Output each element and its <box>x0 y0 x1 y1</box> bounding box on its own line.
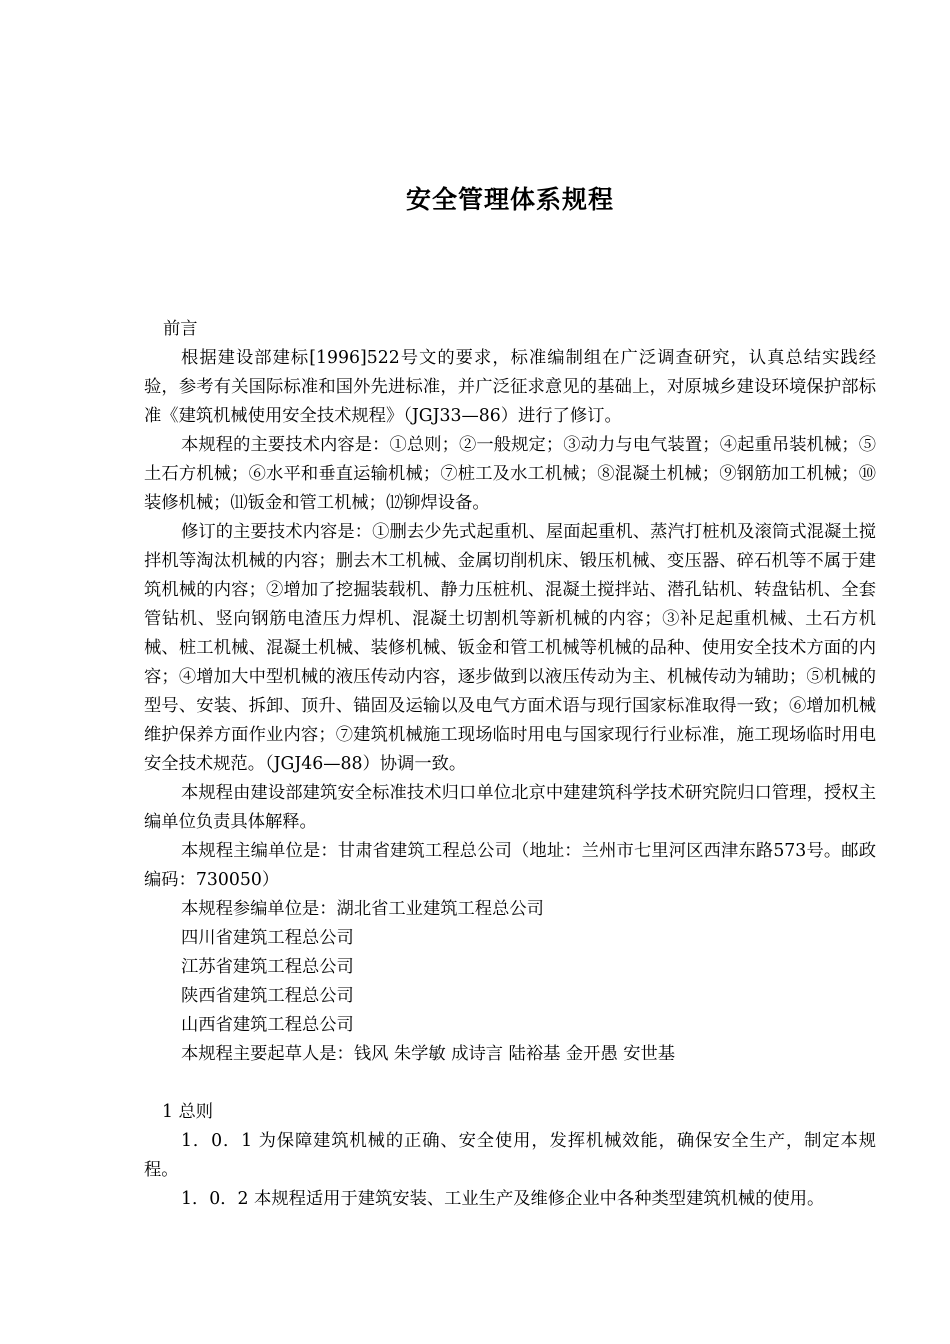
preface-paragraph-main-content: 本规程的主要技术内容是：①总则；②一般规定；③动力与电气装置；④起重吊装机械；⑤土石方机械；⑥水平和垂直运输机械；⑦桩工及水工机械；⑧混凝土机械；⑨钢筋加工机械；⑩装修机械；⑾钣金和管工机械；⑿铆焊设备。 <box>144 435 876 513</box>
document-title: 安全管理体系规程 <box>405 185 614 214</box>
preface-paragraph-mandate: 根据建设部建标[1996]522号文的要求，标准编制组在广泛调查研究，认真总结实践经验，参考有关国际标准和国外先进标准，并广泛征求意见的基础上，对原城乡建设环境保护部标准《建筑机械使用安全技术规程》（JGJ33—86）进行了修订。 <box>144 348 876 426</box>
preface-paragraph-drafters: 本规程主要起草人是：钱风 朱学敏 成诗言 陆裕基 金开愚 安世基 <box>181 1044 676 1064</box>
preface-paragraph-management: 本规程由建设部建筑安全标准技术归口单位北京中建建筑科学技术研究院归口管理，授权主编单位负责具体解释。 <box>144 783 876 832</box>
preface-participant-shanxi: 山西省建筑工程总公司 <box>181 1015 354 1035</box>
preface-paragraph-chief-editor: 本规程主编单位是：甘肃省建筑工程总公司（地址：兰州市七里河区西津东路573号。邮政编码：730050） <box>144 841 876 890</box>
preface-participant-jiangsu: 江苏省建筑工程总公司 <box>181 957 354 977</box>
clause-1-0-1: 1．0．1 为保障建筑机械的正确、安全使用，发挥机械效能，确保安全生产，制定本规程。 <box>144 1131 876 1180</box>
preface-heading: 前言 <box>163 319 198 339</box>
clause-1-0-2: 1．0．2 本规程适用于建筑安装、工业生产及维修企业中各种类型建筑机械的使用。 <box>181 1189 825 1209</box>
section-heading-general: 1 总则 <box>162 1102 214 1122</box>
section-spacer <box>144 1069 876 1098</box>
preface-participant-sichuan: 四川省建筑工程总公司 <box>181 928 354 948</box>
document-body <box>144 315 876 1214</box>
preface-paragraph-participating-editor: 本规程参编单位是：湖北省工业建筑工程总公司 <box>181 899 544 919</box>
preface-participant-shaanxi: 陕西省建筑工程总公司 <box>181 986 354 1006</box>
preface-paragraph-revisions: 修订的主要技术内容是：①删去少先式起重机、屋面起重机、蒸汽打桩机及滚筒式混凝土搅拌机等淘汰机械的内容；删去木工机械、金属切削机床、锻压机械、变压器、碎石机等不属于建筑机械的内容；②增加了挖掘装载机、静力压桩机、混凝土搅拌站、潜孔钻机、转盘钻机、全套管钻机、竖向钢筋电渣压力焊机、混凝土切割机等新机械的内容；③补足起重机械、土石方机械、桩工机械、混凝土机械、装修机械、钣金和管工机械等机械的品种、使用安全技术方面的内容；④增加大中型机械的液压传动内容，逐步做到以液压传动为主、机械传动为辅助；⑤机械的型号、安装、拆卸、顶升、锚固及运输以及电气方面术语与现行国家标准取得一致；⑥增加机械维护保养方面作业内容；⑦建筑机械施工现场临时用电与国家现行行业标准，施工现场临时用电安全技术规范。（JGJ46—88）协调一致。 <box>144 522 876 774</box>
